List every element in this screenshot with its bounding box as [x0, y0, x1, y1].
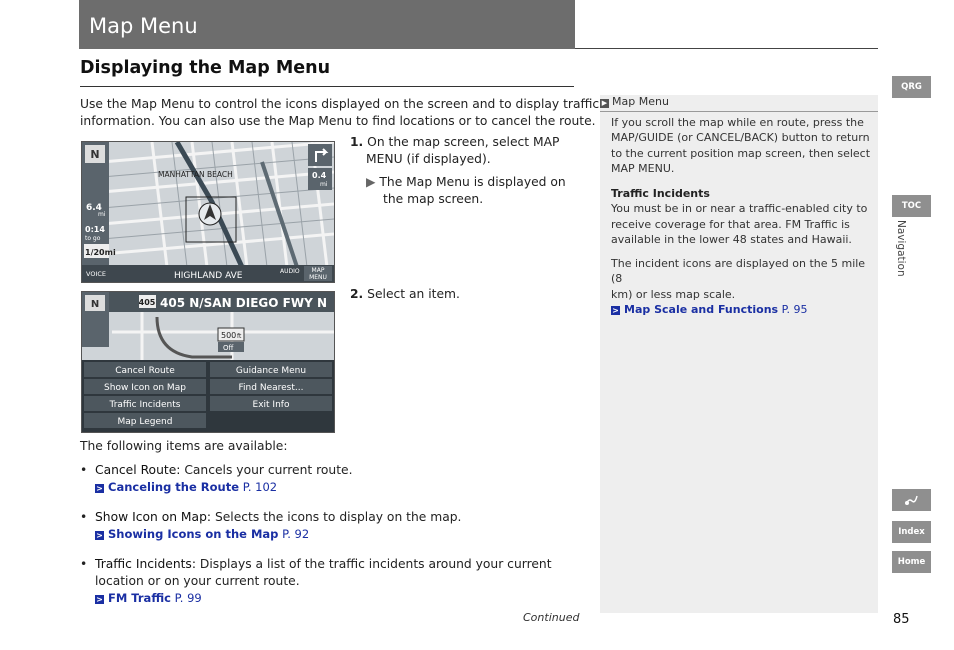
step-1: 1. On the map screen, select MAP MENU (if displayed). ▶ The Map Menu is displayed on the map screen. [350, 135, 566, 206]
menu-cancel-route: Cancel Route [115, 366, 175, 376]
intro-line-2: information. You can also use the Map Menu to find locations or to cancel the route. [80, 114, 596, 128]
link-showing-icons[interactable]: > Showing Icons on the Map P. 92 [96, 527, 310, 541]
section-label-navigation: Navigation [895, 220, 907, 277]
svg-text:MENU: MENU [309, 274, 327, 281]
svg-text:mi: mi [98, 211, 106, 218]
map-street-label-1: MANHATTAN BEACH [158, 170, 233, 179]
sidebar-note-3: The incident icons are displayed on the 5 mile (8 km) or less map scale. > Map Scale and Functions P. 95 [611, 256, 873, 317]
map-screen-screenshot [81, 141, 335, 283]
link-fm-traffic[interactable]: > FM Traffic P. 99 [96, 591, 202, 605]
section-rule [80, 86, 574, 87]
voice-command-icon[interactable] [892, 489, 931, 511]
sidebar-header-marker: ▶ [601, 99, 608, 107]
map-dist: 6.4 [86, 203, 102, 213]
sidebar-header: ▶ Map Menu [601, 95, 669, 108]
menu-map-legend: Map Legend [117, 417, 173, 427]
route-label: 405 N/SAN DIEGO FWY N [160, 296, 327, 310]
tab-home[interactable]: Home [892, 551, 931, 573]
sidebar-rule [600, 111, 878, 112]
header-rule [575, 48, 878, 49]
svg-text:AUDIO: AUDIO [280, 268, 300, 275]
tab-toc[interactable]: TOC [892, 195, 931, 217]
menu-show-icon: Show Icon on Map [104, 383, 186, 393]
svg-text:500: 500 [221, 331, 237, 340]
svg-text:MAP: MAP [311, 267, 325, 274]
section-heading: Displaying the Map Menu [80, 58, 331, 78]
continued-label: Continued [523, 611, 580, 624]
svg-text:0.4: 0.4 [312, 171, 327, 180]
svg-text:VOICE: VOICE [86, 270, 107, 278]
svg-text:405: 405 [138, 298, 156, 307]
intro-line-1: Use the Map Menu to control the icons displayed on the screen and to display traffic [80, 97, 600, 111]
svg-text:N: N [90, 148, 100, 161]
svg-text:0:14: 0:14 [85, 225, 105, 234]
tab-index[interactable]: Index [892, 521, 931, 543]
item-cancel-route: • Cancel Route: Cancels your current route. > Canceling the Route P. 102 [80, 462, 560, 496]
sidebar-subheading: Traffic Incidents [611, 187, 710, 200]
svg-text:to go: to go [85, 235, 101, 242]
map-menu-screenshot [81, 291, 335, 433]
sidebar-note-1: If you scroll the map while en route, press the MAP/GUIDE (or CANCEL/BACK) button to return to the current position map screen, then select MAP MENU. [611, 116, 871, 175]
svg-text:1/20mi: 1/20mi [85, 248, 116, 257]
svg-text:ft: ft [237, 333, 242, 340]
intro-paragraph [80, 96, 599, 130]
menu-guidance: Guidance Menu [235, 366, 307, 376]
page-number: 85 [893, 612, 910, 627]
item-show-icon: • Show Icon on Map: Selects the icons to display on the map. > Showing Icons on the Map P. 92 [80, 509, 560, 543]
menu-traffic-incidents: Traffic Incidents [109, 400, 181, 410]
sidebar-traffic-note: Traffic Incidents You must be in or near a traffic-enabled city to receive coverage for that area. FM Traffic is available in the lower 48 states and Hawaii. [611, 186, 873, 247]
menu-find-nearest: Find Nearest... [238, 383, 304, 393]
menu-exit-info: Exit Info [252, 400, 290, 410]
tab-qrg[interactable]: QRG [892, 76, 931, 98]
chapter-title: Map Menu [89, 14, 198, 38]
link-map-scale[interactable]: > Map Scale and Functions P. 95 [612, 302, 808, 316]
result-marker: ▶ [366, 175, 376, 189]
svg-text:HIGHLAND AVE: HIGHLAND AVE [174, 271, 243, 281]
step-2: 2. Select an item. [350, 287, 460, 301]
svg-text:Off: Off [223, 344, 234, 352]
items-intro: The following items are available: [80, 439, 288, 453]
link-canceling-route[interactable]: > Canceling the Route P. 102 [96, 480, 278, 494]
menu-key: MENU [366, 152, 403, 166]
svg-text:mi: mi [320, 181, 328, 188]
map-key: MAP [533, 135, 560, 149]
svg-text:N: N [90, 299, 100, 310]
item-traffic-incidents: • Traffic Incidents: Displays a list of the traffic incidents around your current location or on your current route. > FM Traffic P. 99 [80, 556, 560, 607]
